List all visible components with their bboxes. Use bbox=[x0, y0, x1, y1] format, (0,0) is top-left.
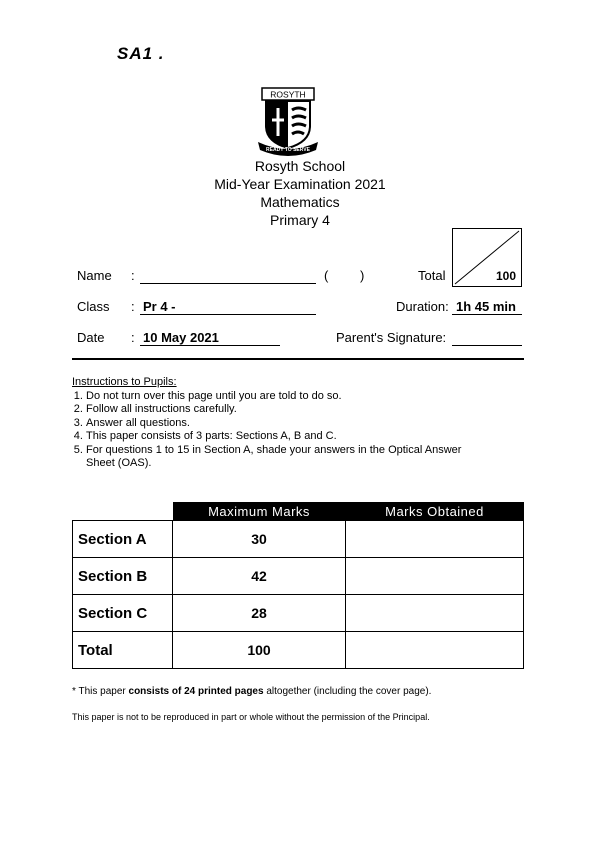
instruction-item: 4. This paper consists of 3 parts: Sections A, B and C. bbox=[86, 430, 476, 444]
index-paren-open: ( bbox=[324, 268, 329, 283]
total-max-value: 100 bbox=[495, 269, 516, 283]
max-marks-value: 100 bbox=[173, 632, 346, 669]
page-count-bold: consists of 24 printed pages bbox=[128, 686, 264, 697]
class-value: Pr 4 - bbox=[143, 299, 176, 314]
header-blank-cell bbox=[73, 502, 173, 521]
marks-obtained-header: Marks Obtained bbox=[346, 502, 524, 521]
date-underline bbox=[140, 345, 280, 346]
date-value: 10 May 2021 bbox=[143, 330, 219, 345]
page-count-suffix: altogether (including the cover page). bbox=[263, 686, 432, 697]
page-count-prefix: * This paper bbox=[72, 686, 129, 697]
max-marks-value: 30 bbox=[173, 521, 346, 558]
header-divider bbox=[72, 358, 524, 360]
copyright-note: This paper is not to be reproduced in part or whole without the permission of the Principal. bbox=[72, 712, 430, 722]
marks-table bbox=[72, 502, 524, 669]
name-label: Name bbox=[77, 268, 112, 283]
name-input-line[interactable] bbox=[140, 283, 316, 284]
signature-label: Parent's Signature: bbox=[336, 330, 447, 345]
page-count-note bbox=[72, 686, 431, 697]
table-row bbox=[73, 632, 524, 669]
instruction-item: 3. Answer all questions. bbox=[86, 417, 476, 431]
date-colon: : bbox=[131, 330, 135, 345]
signature-input-line[interactable] bbox=[452, 345, 522, 346]
name-colon: : bbox=[131, 268, 135, 283]
marks-table-header bbox=[73, 502, 524, 521]
section-label: Section A bbox=[73, 521, 173, 558]
section-label: Section C bbox=[73, 595, 173, 632]
subject-title: Mathematics bbox=[260, 194, 340, 210]
max-marks-value: 42 bbox=[173, 558, 346, 595]
instruction-item: 5. For questions 1 to 15 in Section A, shade your answers in the Optical Answer Sheet (OAS). bbox=[86, 444, 476, 471]
instructions-block bbox=[72, 376, 476, 471]
duration-underline bbox=[452, 314, 522, 315]
marks-obtained-cell[interactable] bbox=[346, 521, 524, 558]
max-marks-value: 28 bbox=[173, 595, 346, 632]
date-label: Date bbox=[77, 330, 105, 345]
exam-title: Mid-Year Examination 2021 bbox=[214, 176, 386, 192]
marks-obtained-cell[interactable] bbox=[346, 595, 524, 632]
total-score-box[interactable] bbox=[452, 228, 522, 287]
level-title: Primary 4 bbox=[270, 212, 330, 228]
crest-motto-text: READY TO SERVE bbox=[266, 147, 310, 153]
section-label: Total bbox=[73, 632, 173, 669]
total-label: Total bbox=[418, 268, 446, 283]
crest-top-text: ROSYTH bbox=[270, 89, 306, 100]
class-input-line[interactable] bbox=[140, 314, 316, 315]
school-crest-logo bbox=[256, 86, 320, 156]
index-paren-close: ) bbox=[360, 268, 365, 283]
marks-obtained-cell[interactable] bbox=[346, 558, 524, 595]
instructions-heading: Instructions to Pupils: bbox=[72, 376, 177, 388]
class-colon: : bbox=[131, 299, 135, 314]
class-label: Class bbox=[77, 299, 110, 314]
handwritten-paper-code: SA1 . bbox=[117, 44, 165, 63]
school-name: Rosyth School bbox=[254, 158, 346, 174]
marks-obtained-cell[interactable] bbox=[346, 632, 524, 669]
duration-value: 1h 45 min bbox=[456, 299, 516, 314]
duration-label: Duration: bbox=[396, 299, 449, 314]
table-row bbox=[73, 595, 524, 632]
section-label: Section B bbox=[73, 558, 173, 595]
instruction-item: 1. Do not turn over this page until you are told to do so. bbox=[86, 390, 476, 404]
table-row bbox=[73, 558, 524, 595]
table-row bbox=[73, 521, 524, 558]
max-marks-header: Maximum Marks bbox=[173, 502, 346, 521]
instruction-item: 2. Follow all instructions carefully. bbox=[86, 403, 476, 417]
